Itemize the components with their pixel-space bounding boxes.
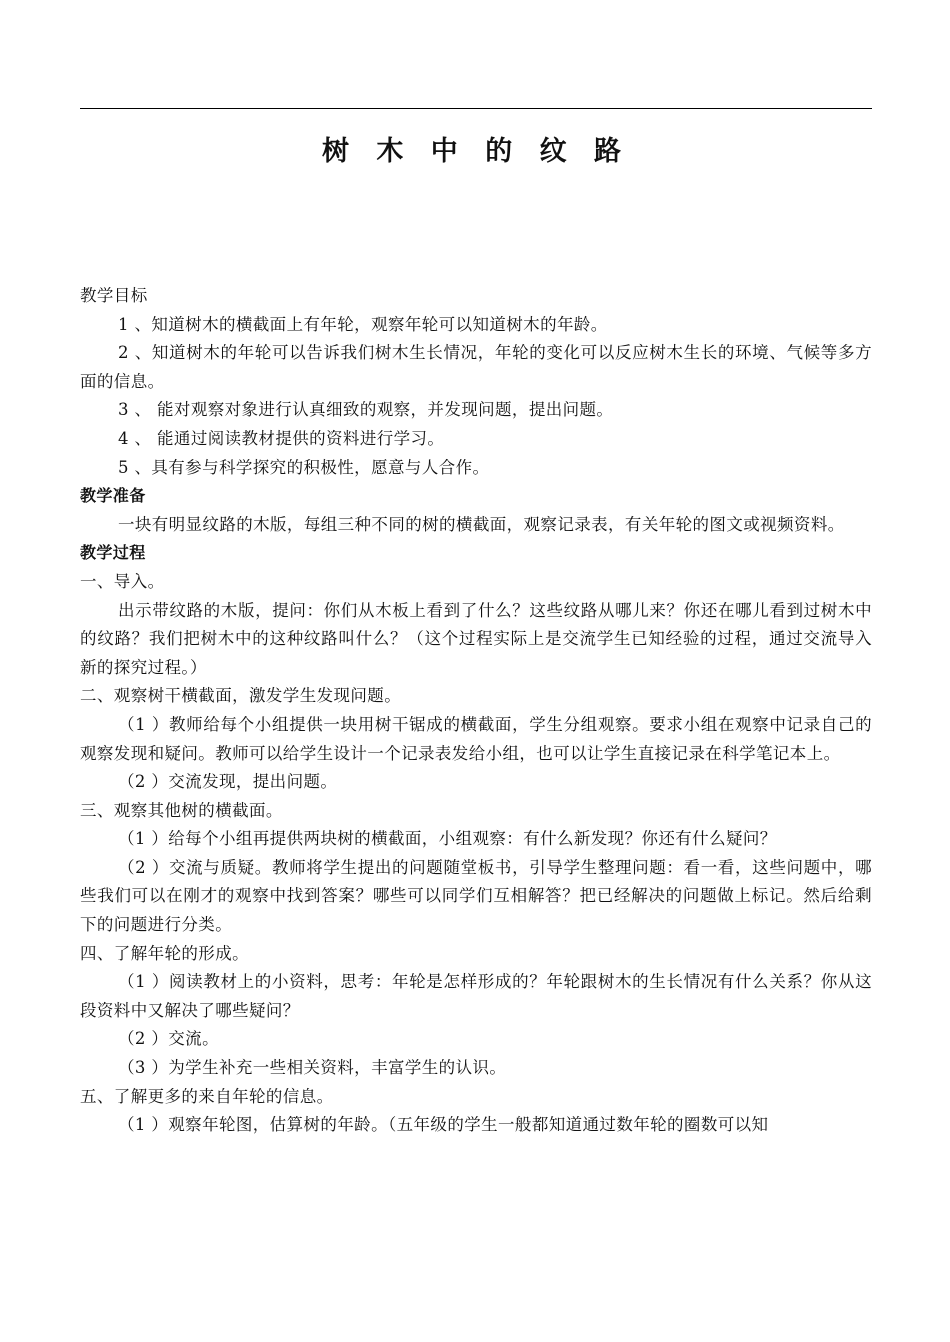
goal-item: 5 、具有参与科学探究的积极性，愿意与人合作。: [117, 457, 490, 477]
prep-text: 一块有明显纹路的木版，每组三种不同的树的横截面，观察记录表，有关年轮的图文或视频资料。: [117, 514, 845, 534]
goal-item: 1 、知道树木的横截面上有年轮，观察年轮可以知道树木的年龄。: [117, 314, 608, 334]
header-rule: [80, 108, 872, 109]
section-heading: 三、观察其他树的横截面。: [80, 800, 283, 820]
section-paragraph: （2 ）交流。: [117, 1029, 219, 1049]
section-paragraph: （1 ）阅读教材上的小资料，思考：年轮是怎样形成的？年轮跟树木的生长情况有什么关系？你从这段资料中又解决了哪些疑问？: [80, 972, 872, 1020]
section-heading: 二、观察树干横截面，激发学生发现问题。: [80, 686, 402, 706]
goal-item: 3 、 能对观察对象进行认真细致的观察，并发现问题，提出问题。: [117, 400, 614, 420]
section-heading: 五、了解更多的来自年轮的信息。: [80, 1086, 334, 1106]
section-paragraph: （1 ）观察年轮图，估算树的年龄。（五年级的学生一般都知道通过数年轮的圈数可以知: [117, 1115, 769, 1135]
section-paragraph: （2 ）交流发现，提出问题。: [117, 772, 338, 792]
page-title: 树 木 中 的 纹 路: [322, 136, 630, 167]
section-paragraph: （1 ）给每个小组再提供两块树的横截面，小组观察：有什么新发现？你还有什么疑问？: [117, 829, 777, 849]
goals-heading: 教学目标: [80, 286, 148, 305]
section-paragraph: （3 ）为学生补充一些相关资料，丰富学生的认识。: [117, 1058, 507, 1078]
section-paragraph: （2 ）交流与质疑。教师将学生提出的问题随堂板书，引导学生整理问题：看一看，这些问题中，哪些我们可以在刚才的观察中找到答案？哪些可以同学们互相解答？把已经解决的问题做上标记。然后给剩下的问题进行分类。: [80, 857, 872, 935]
section-heading: 四、了解年轮的形成。: [80, 943, 249, 963]
prep-heading: 教学准备: [80, 486, 146, 506]
section-paragraph: 出示带纹路的木版，提问：你们从木板上看到了什么？这些纹路从哪儿来？你还在哪儿看到过树木中的纹路？我们把树木中的这种纹路叫什么？（这个过程实际上是交流学生已知经验的过程，通过交流导入新的探究过程。）: [80, 600, 872, 677]
goal-item: 2 、知道树木的年轮可以告诉我们树木生长情况，年轮的变化可以反应树木生长的环境、气候等多方面的信息。: [80, 343, 872, 391]
document-body: [80, 282, 872, 1140]
section-paragraph: （1 ）教师给每个小组提供一块用树干锯成的横截面，学生分组观察。要求小组在观察中记录自己的观察发现和疑问。教师可以给学生设计一个记录表发给小组，也可以让学生直接记录在科学笔记本上。: [80, 714, 872, 763]
section-heading: 一、导入。: [80, 571, 165, 591]
process-heading: 教学过程: [80, 543, 146, 563]
goal-item: 4 、 能通过阅读教材提供的资料进行学习。: [117, 428, 445, 448]
